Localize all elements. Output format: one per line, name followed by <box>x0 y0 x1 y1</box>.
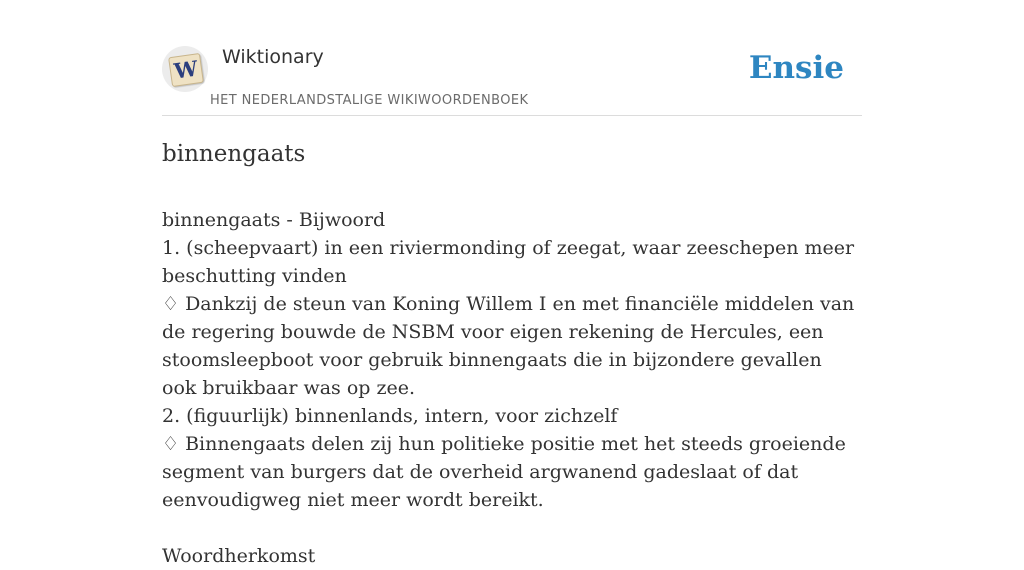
wiktionary-logo-icon: W <box>168 53 204 87</box>
etymology-heading: Woordherkomst <box>162 545 316 567</box>
wiktionary-logo[interactable] <box>162 46 208 92</box>
paragraph-gap <box>162 514 862 542</box>
site-header <box>162 40 862 116</box>
definition-2: 2. (figuurlijk) binnenlands, intern, voor zichzelf <box>162 405 618 427</box>
definition-1: 1. (scheepvaart) in een riviermonding of zeegat, waar zeeschepen meer beschutting vinden <box>162 237 855 287</box>
article <box>162 135 862 570</box>
site-tagline: HET NEDERLANDSTALIGE WIKIWOORDENBOEK <box>210 93 529 108</box>
example-2: ♢ Binnengaats delen zij hun politieke positie met het steeds groeiende segment van burgers dat de overheid argwanend gadeslaat of dat eenvoudigweg niet meer wordt bereikt. <box>162 433 846 511</box>
ensie-brand-link[interactable]: Ensie <box>748 50 844 86</box>
example-1: ♢ Dankzij de steun van Koning Willem I en met financiële middelen van de regering bouwde de NSBM voor eigen rekening de Hercules, een stoomsleepboot voor gebruik binnengaats die in bijzondere gevallen ook bruikbaar was op zee. <box>162 293 855 399</box>
definition-entry <box>162 206 862 570</box>
site-name[interactable]: Wiktionary <box>222 46 324 68</box>
part-of-speech-line: binnengaats - Bijwoord <box>162 209 386 231</box>
page-title: binnengaats <box>162 141 306 167</box>
